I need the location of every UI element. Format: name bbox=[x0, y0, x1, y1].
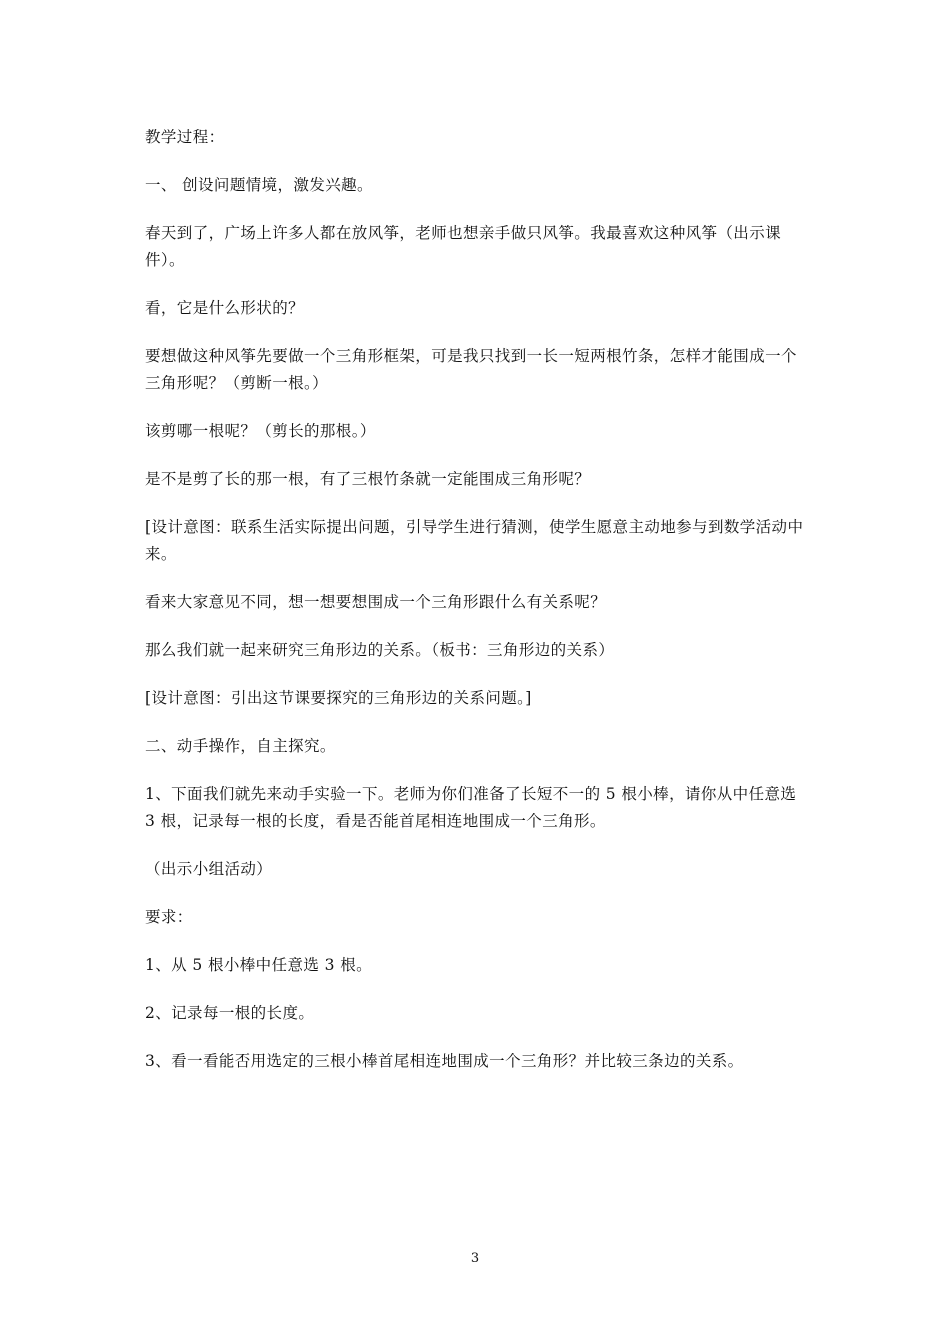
requirement-item: 3、看一看能否用选定的三根小棒首尾相连地围成一个三角形？并比较三条边的关系。 bbox=[145, 1052, 744, 1070]
paragraph: 看来大家意见不同，想一想要想围成一个三角形跟什么有关系呢？ bbox=[145, 593, 607, 611]
paragraph: 1、下面我们就先来动手实验一下。老师为你们准备了长短不一的 5 根小棒，请你从中任意选 3 根，记录每一根的长度，看是否能首尾相连地围成一个三角形。 bbox=[145, 785, 797, 830]
page-number: 3 bbox=[470, 1251, 480, 1266]
paragraph: 那么我们就一起来研究三角形边的关系。（板书：三角形边的关系） bbox=[145, 641, 615, 659]
paragraph: 要想做这种风筝先要做一个三角形框架，可是我只找到一长一短两根竹条，怎样才能围成一个三角形呢？（剪断一根。） bbox=[145, 347, 797, 392]
design-intent-note: [设计意图：引出这节课要探究的三角形边的关系问题。] bbox=[145, 689, 532, 707]
section-heading-two: 二、动手操作，自主探究。 bbox=[145, 737, 336, 755]
document-body bbox=[145, 124, 810, 1096]
section-heading-one: 一、 创设问题情境，激发兴趣。 bbox=[145, 176, 373, 194]
section-heading-teaching-process: 教学过程： bbox=[145, 128, 225, 146]
paragraph: 该剪哪一根呢？（剪长的那根。） bbox=[145, 422, 376, 440]
requirement-item: 1、从 5 根小棒中任意选 3 根。 bbox=[145, 956, 372, 974]
design-intent-note: [设计意图：联系生活实际提出问题，引导学生进行猜测，使学生愿意主动地参与到数学活动中来。 bbox=[145, 518, 804, 563]
paragraph: （出示小组活动） bbox=[145, 860, 273, 878]
paragraph: 看，它是什么形状的？ bbox=[145, 299, 305, 317]
requirement-item: 2、记录每一根的长度。 bbox=[145, 1004, 315, 1022]
paragraph: 春天到了，广场上许多人都在放风筝，老师也想亲手做只风筝。我最喜欢这种风筝（出示课件）。 bbox=[145, 224, 782, 269]
paragraph: 是不是剪了长的那一根，有了三根竹条就一定能围成三角形呢？ bbox=[145, 470, 591, 488]
requirements-label: 要求： bbox=[145, 908, 193, 926]
